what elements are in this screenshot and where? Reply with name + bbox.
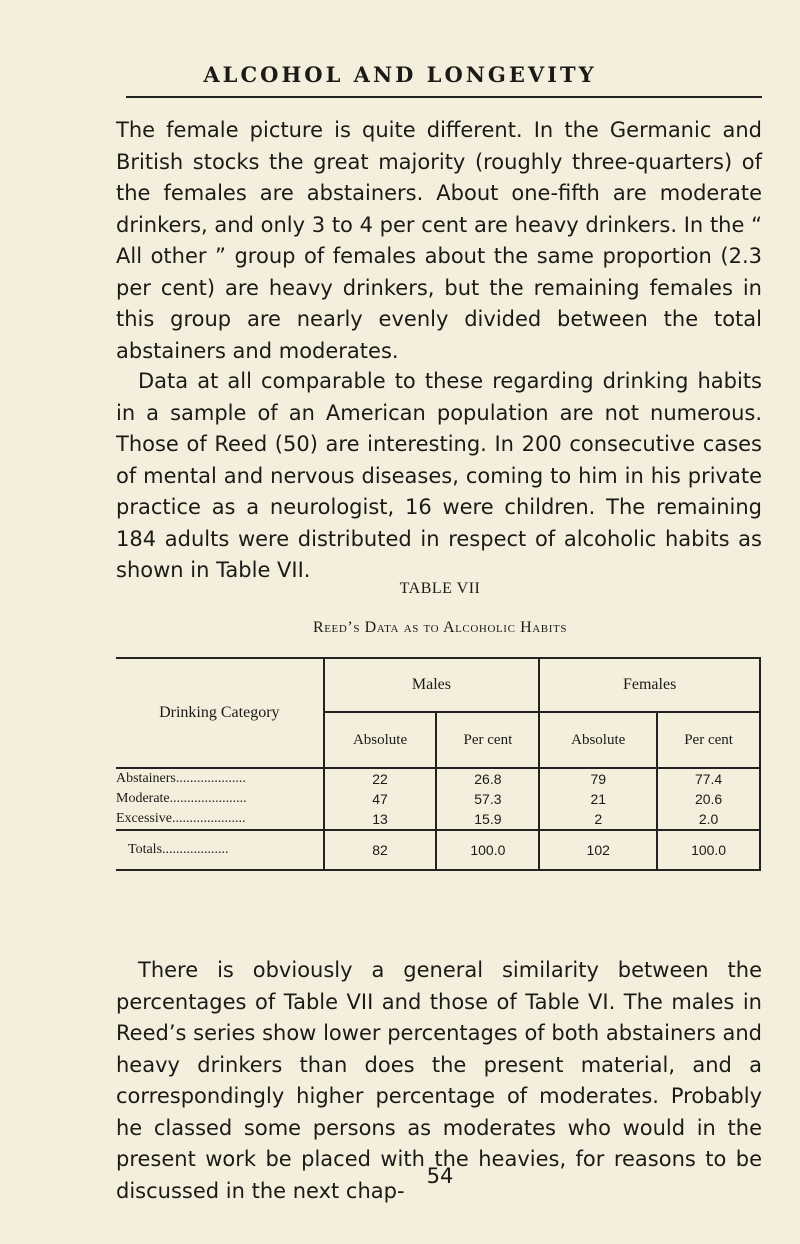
cell-value: 2 (539, 809, 657, 830)
males-group-header: Males (324, 658, 540, 712)
cell-value: 77.4 (657, 768, 760, 789)
row-category: Abstainers.................... (116, 768, 324, 789)
females-absolute-header: Absolute (539, 712, 657, 768)
header-rule (126, 96, 762, 98)
table-label: TABLE VII (399, 580, 481, 597)
cell-value: 22 (324, 768, 437, 789)
males-absolute-header: Absolute (324, 712, 437, 768)
drinking-habits-table (116, 657, 761, 871)
total-value: 100.0 (436, 830, 539, 870)
page-number: 54 (426, 1164, 454, 1188)
table-row (116, 789, 760, 809)
totals-label: Totals................... (116, 830, 324, 870)
totals-row (116, 830, 760, 870)
table-row (116, 809, 760, 830)
table-header-row (116, 658, 760, 712)
row-category: Moderate...................... (116, 789, 324, 809)
table-row (116, 768, 760, 789)
cell-value: 13 (324, 809, 437, 830)
cell-value: 15.9 (436, 809, 539, 830)
cell-value: 79 (539, 768, 657, 789)
row-category: Excessive..................... (116, 809, 324, 830)
paragraph-similarity: There is obviously a general similarity between the percentages of Table VII and those of Table VI. The males in Reed’s series show lower percentages of both abstainers and heavy drinkers than does the present material, and a correspondingly higher percentage of moderates. Probably he classed some persons as moderates who would in the present work be placed with the heavies, for reasons to be discussed in the next chap- (116, 958, 762, 1203)
table-title: Reed’s Data as to Alcoholic Habits (312, 619, 568, 636)
cell-value: 2.0 (657, 809, 760, 830)
cell-value: 21 (539, 789, 657, 809)
category-column-header: Drinking Category (116, 658, 324, 768)
males-percent-header: Per cent (436, 712, 539, 768)
paragraph-female-picture: The female picture is quite different. In the Germanic and British stocks the great majority (roughly three-quarters) of the females are abstainers. About one-fifth are moderate drinkers, and only 3 to 4 per cent are heavy drinkers. In the “ All other ” group of females about the same proportion (2.3 per cent) are heavy drinkers, but the remaining females in this group are nearly evenly divided between the total abstainers and moderates. (116, 118, 762, 363)
total-value: 82 (324, 830, 437, 870)
total-value: 102 (539, 830, 657, 870)
cell-value: 47 (324, 789, 437, 809)
total-value: 100.0 (657, 830, 760, 870)
paragraph-reed-data: Data at all comparable to these regarding drinking habits in a sample of an American population are not numerous. Those of Reed (50) are interesting. In 200 consecutive cases of mental and nervous diseases, coming to him in his private practice as a neurologist, 16 were children. The remaining 184 adults were distributed in respect of alcoholic habits as shown in Table VII. (116, 369, 762, 582)
females-group-header: Females (539, 658, 760, 712)
cell-value: 26.8 (436, 768, 539, 789)
females-percent-header: Per cent (657, 712, 760, 768)
cell-value: 57.3 (436, 789, 539, 809)
cell-value: 20.6 (657, 789, 760, 809)
running-head: ALCOHOL AND LONGEVITY (203, 62, 597, 87)
